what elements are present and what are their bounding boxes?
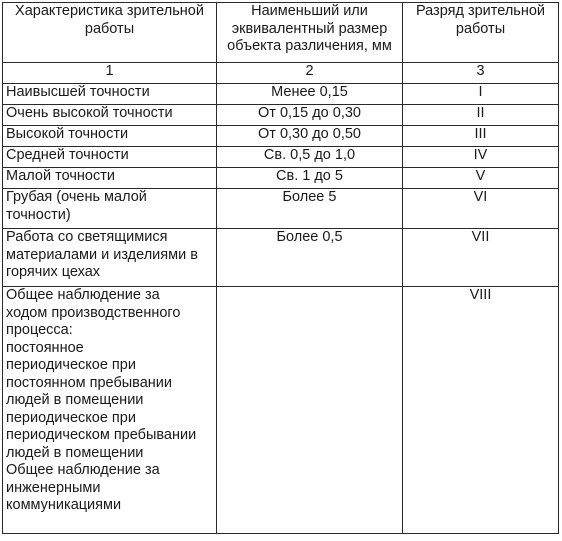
table-row bbox=[3, 287, 559, 534]
table-row bbox=[3, 126, 559, 147]
row-grade: II bbox=[403, 105, 559, 126]
row-characteristic: Очень высокой точности bbox=[3, 105, 217, 126]
row-characteristic: Наивысшей точности bbox=[3, 84, 217, 105]
row-characteristic: Высокой точности bbox=[3, 126, 217, 147]
header-size: Наименьший или эквивалентный размер объекта различения, мм bbox=[217, 3, 403, 63]
column-number-row bbox=[3, 63, 559, 84]
column-number-2: 2 bbox=[217, 63, 403, 84]
row-size: Более 5 bbox=[217, 189, 403, 229]
header-characteristic: Характеристика зрительной работы bbox=[3, 3, 217, 63]
table-row bbox=[3, 168, 559, 189]
column-number-3: 3 bbox=[403, 63, 559, 84]
row-size: От 0,30 до 0,50 bbox=[217, 126, 403, 147]
row-grade: III bbox=[403, 126, 559, 147]
table-row bbox=[3, 229, 559, 287]
row-size: Более 0,5 bbox=[217, 229, 403, 287]
table-row bbox=[3, 105, 559, 126]
visual-work-table bbox=[2, 2, 559, 534]
row-grade: VI bbox=[403, 189, 559, 229]
header-grade: Разряд зрительной работы bbox=[403, 3, 559, 63]
row-grade: VII bbox=[403, 229, 559, 287]
row-characteristic: Общее наблюдение за ходом производственного процесса: постоянное периодическое при постоянном пребывании людей в помещении периодическое при периодическом пребывании людей в помещении Общее наблюдение за инженерными коммуникациями bbox=[3, 287, 217, 534]
table-row bbox=[3, 147, 559, 168]
row-grade: V bbox=[403, 168, 559, 189]
row-size: Св. 0,5 до 1,0 bbox=[217, 147, 403, 168]
row-size: Св. 1 до 5 bbox=[217, 168, 403, 189]
row-characteristic: Малой точности bbox=[3, 168, 217, 189]
row-size: Менее 0,15 bbox=[217, 84, 403, 105]
column-number-1: 1 bbox=[3, 63, 217, 84]
row-characteristic: Средней точности bbox=[3, 147, 217, 168]
row-grade: I bbox=[403, 84, 559, 105]
table-row bbox=[3, 84, 559, 105]
row-characteristic: Работа со светящимися материалами и изделиями в горячих цехах bbox=[3, 229, 217, 287]
row-size: От 0,15 до 0,30 bbox=[217, 105, 403, 126]
row-size bbox=[217, 287, 403, 534]
row-characteristic: Грубая (очень малой точности) bbox=[3, 189, 217, 229]
row-grade: VIII bbox=[403, 287, 559, 534]
row-grade: IV bbox=[403, 147, 559, 168]
header-row bbox=[3, 3, 559, 63]
table-row bbox=[3, 189, 559, 229]
